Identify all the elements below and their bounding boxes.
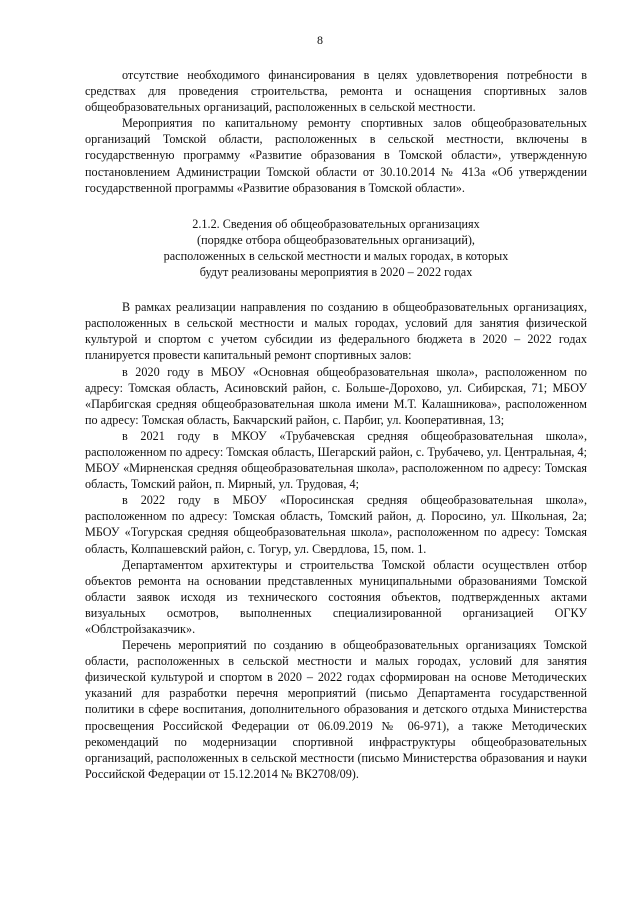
paragraph-year-2020: в 2020 году в МБОУ «Основная общеобразовательная школа», расположенном по адресу: Томская область, Асиновский район, с. Больше-Дорохово, ул. Сибирская, 71; МБОУ «Парбигская средняя общеобразовательная школа имени М.Т. Калашникова», расположенном по адресу: Томская область, Бакчарский район, с. Парбиг, ул. Кооперативная, 13; [85,364,587,427]
section-heading-line: (порядке отбора общеобразовательных организаций), [197,232,475,247]
paragraph-measures-list: Перечень мероприятий по созданию в общеобразовательных организациях Томской области, расположенных в сельской местности и малых городах, условий для занятия физической культурой и спортом в 2020 – 2022 годах сформирован на основе Методических указаний для разработки перечня мероприятий (письмо Департамента государственной политики в сфере воспитания, дополнительного образования и детского отдыха Министерства просвещения Российской Федерации от 06.09.2019 № 06-971), а также Методических рекомендаций по модернизации спортивной инфраструктуры общеобразовательных организаций, расположенных в сельской местности (письмо Министерства образования и науки Российской Федерации от 15.12.2014 № ВК2708/09). [85,638,587,781]
page-number: 8 [317,33,323,47]
paragraph-state-program: Мероприятия по капитальному ремонту спортивных залов общеобразовательных организаций Томской области, расположенных в сельской местности, включены в государственную программу «Развитие образования в Томской области», утвержденную постановлением Администрации Томской области от 30.10.2014 № 413а «Об утверждении государственной программы «Развитие образования в Томской области». [85,116,587,195]
paragraph-repair-plan: В рамках реализации направления по созданию в общеобразовательных организациях, расположенных в сельской местности и малых городах, условий для занятия физической культурой и спортом с учетом субсидии из федерального бюджета в 2020 – 2022 годах планируется провести капитальный ремонт спортивных залов: [85,300,587,363]
section-heading [85,216,587,280]
paragraph-year-2022: в 2022 году в МБОУ «Поросинская средняя общеобразовательная школа», расположенном по адресу: Томская область, Томский район, д. Поросино, ул. Школьная, 2а; МБОУ «Тогурская средняя общеобразовательная школа», расположенном по адресу: Томская область, Колпашевский район, с. Тогур, ул. Свердлова, 15, пом. 1. [85,493,587,556]
paragraph-year-2021: в 2021 году в МКОУ «Трубачевская средняя общеобразовательная школа», расположенном по адресу: Томская область, Шегарский район, с. Трубачево, ул. Центральная, 4; МБОУ «Мирненская средняя общеобразовательная школа», расположенном по адресу: Томская область, Томский район, п. Мирный, ул. Трудовая, 4; [85,428,587,492]
section-heading-line: расположенных в сельской местности и малых городах, в которых [163,248,509,263]
section-heading-line: будут реализованы мероприятия в 2020 – 2022 годах [199,265,473,280]
section-heading-line: 2.1.2. Сведения об общеобразовательных организациях [192,216,480,231]
paragraph-selection: Департаментом архитектуры и строительства Томской области осуществлен отбор объектов ремонта на основании представленных муниципальными образованиями Томской области заявок исходя из технического состояния объектов, подтвержденных актами визуальных осмотров, выполненных специализированной организацией ОГКУ «Облстройзаказчик». [85,557,587,636]
paragraph-funding-shortage: отсутствие необходимого финансирования в целях удовлетворения потребности в средствах для проведения строительства, ремонта и оснащения спортивных залов общеобразовательных организаций, расположенных в сельской местности. [85,68,587,115]
document-body [85,67,587,782]
